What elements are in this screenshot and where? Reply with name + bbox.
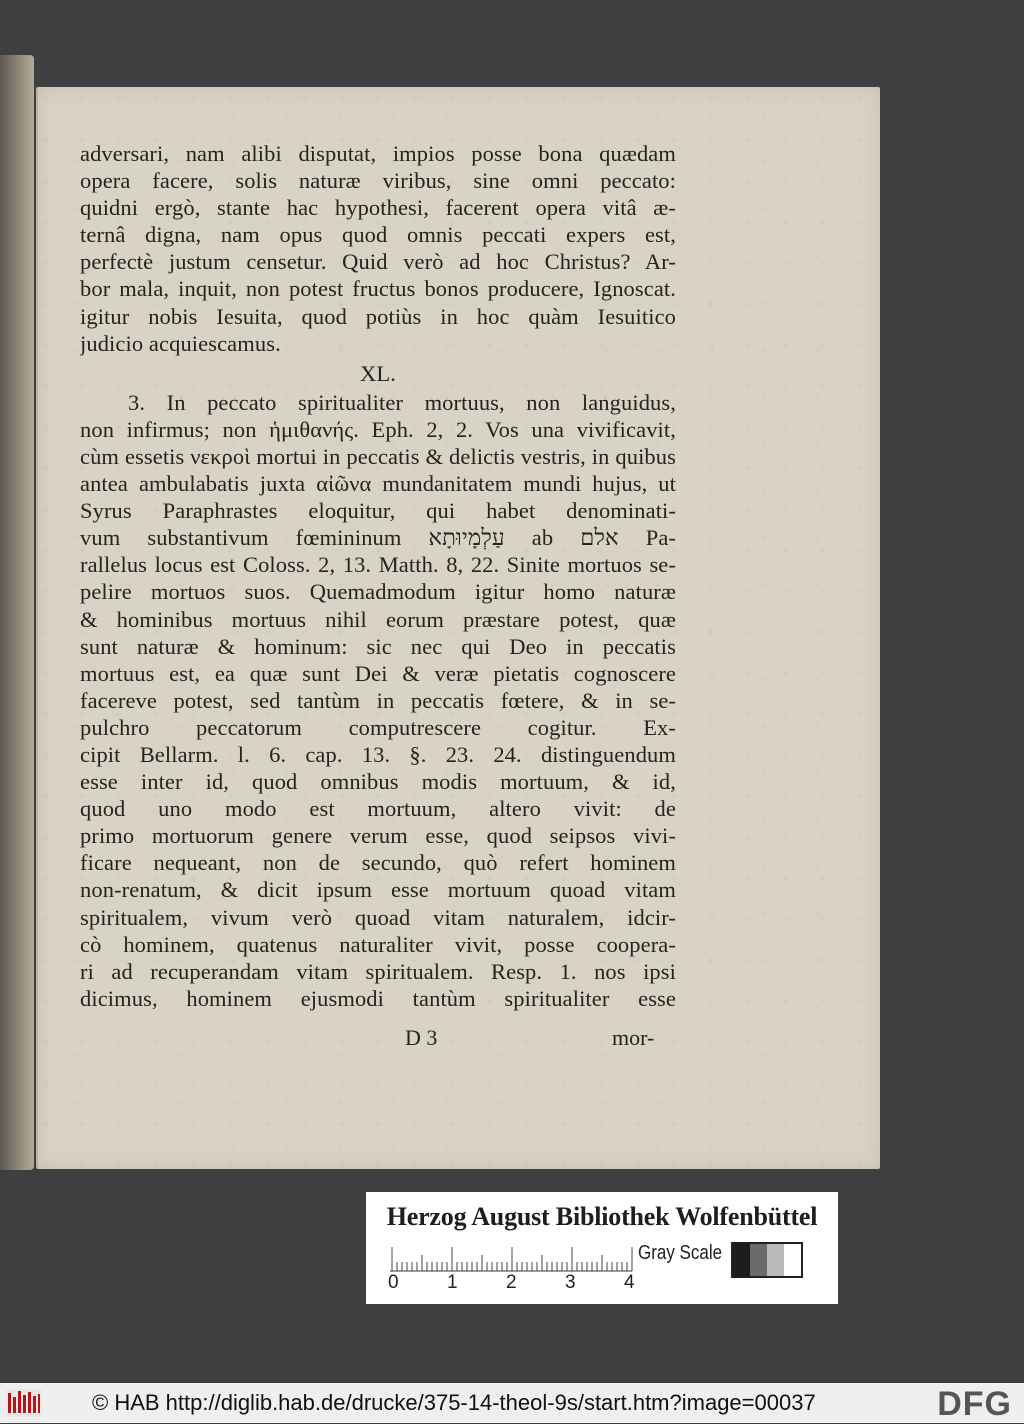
text-line: cò hominem, quatenus naturaliter vivit, posse coopera- (80, 931, 676, 957)
text-line: ficare nequeant, non de secundo, quò refert hominem (80, 850, 676, 876)
gray-swatch (767, 1244, 784, 1276)
dfg-logo: DFG (937, 1385, 1012, 1423)
text-line: vum substantivum fœmininum עַלְמָיוּתָא ab אלם Pa- (80, 525, 676, 551)
ruler-numbers (384, 1272, 644, 1298)
text-line: judicio acquiescamus. (80, 330, 281, 356)
catchword: mor- (612, 1025, 655, 1050)
gray-scale-swatches (731, 1242, 803, 1278)
ruler-number: 0 (388, 1272, 399, 1293)
text-line: quidni ergò, stante hac hypothesi, facerent opera vitâ æ- (80, 195, 676, 221)
text-line: rallelus locus est Coloss. 2, 13. Matth. 8, 22. Sinite mortuos se- (80, 552, 676, 578)
library-name: Herzog August Bibliothek Wolfenbüttel (386, 1202, 818, 1231)
text-line: primo mortuorum genere verum esse, quod seipsos vivi- (80, 823, 676, 849)
text-line: Syrus Paraphrastes eloquitur, qui habet denominati- (80, 498, 676, 524)
text-line: cipit Bellarm. l. 6. cap. 13. §. 23. 24. distinguendum (80, 741, 676, 767)
gray-scale-label: Gray Scale (638, 1242, 723, 1264)
section-heading: XL. (360, 360, 396, 386)
signature-mark: D 3 (405, 1025, 438, 1050)
gray-swatch (750, 1244, 767, 1276)
text-line: bor mala, inquit, non potest fructus bonos producere, Ignoscat. (80, 276, 676, 302)
ruler-number: 3 (565, 1272, 576, 1293)
text-line: perfectè justum censetur. Quid verò ad hoc Christus? Ar- (80, 249, 676, 275)
page-text (80, 140, 676, 1012)
text-line: non infirmus; non ἡμιθανής. Eph. 2, 2. Vos una vivificavit, (80, 416, 676, 442)
text-line: adversari, nam alibi disputat, impios posse bona quædam (80, 141, 676, 166)
text-line: opera facere, solis naturæ viribus, sine omni peccato: (80, 168, 676, 194)
text-line: sunt naturæ & hominum: sic nec qui Deo in peccatis (80, 633, 676, 659)
text-line: ternâ digna, nam opus quod omnis peccati expers est, (80, 222, 676, 248)
text-line: pulchro peccatorum computrescere cogitur. Ex- (80, 714, 676, 740)
text-line: 3. In peccato spiritualiter mortuus, non languidus, (128, 389, 676, 415)
previous-page-edge (0, 55, 34, 1170)
text-line: igitur nobis Iesuita, quod potiùs in hoc quàm Iesuitico (80, 303, 676, 329)
text-line: quod uno modo est mortuum, altero vivit: de (80, 796, 676, 822)
gray-swatch (733, 1244, 750, 1276)
text-line: spiritualem, vivum verò quoad vitam naturalem, idcir- (80, 904, 676, 930)
ruler-number: 2 (506, 1272, 517, 1293)
gray-swatch (784, 1244, 801, 1276)
text-line: ri ad recuperandam vitam spiritualem. Resp. 1. nos ipsi (80, 958, 676, 984)
text-line: esse inter id, quod omnibus modis mortuum, & id, (80, 769, 676, 795)
text-line: dicimus, hominem ejusmodi tantùm spiritualiter esse (80, 985, 676, 1011)
text-line: mortuus est, ea quæ sunt Dei & veræ pietatis cognoscere (80, 660, 676, 686)
footer-bar (0, 1383, 1024, 1423)
text-line: pelire mortuos suos. Quemadmodum igitur homo naturæ (80, 579, 676, 605)
text-line: facereve potest, sed tantùm in peccatis fœtere, & in se- (80, 687, 676, 713)
ruler (388, 1242, 638, 1272)
ruler-number: 4 (624, 1272, 635, 1293)
copyright-url: © HAB http://diglib.hab.de/drucke/375-14-theol-9s/start.htm?image=00037 (92, 1390, 816, 1415)
text-line: antea ambulabatis juxta αἰῶνα mundanitatem mundi hujus, ut (80, 471, 676, 497)
library-color-strip (366, 1192, 838, 1304)
text-line: cùm essetis νεκροὶ mortui in peccatis & delictis vestris, in quibus (80, 443, 676, 469)
library-logo-icon (6, 1389, 42, 1417)
text-line: non-renatum, & dicit ipsum esse mortuum quoad vitam (80, 877, 676, 903)
ruler-number: 1 (447, 1272, 458, 1293)
text-line: & hominibus mortuus nihil eorum præstare potest, quæ (80, 606, 676, 632)
